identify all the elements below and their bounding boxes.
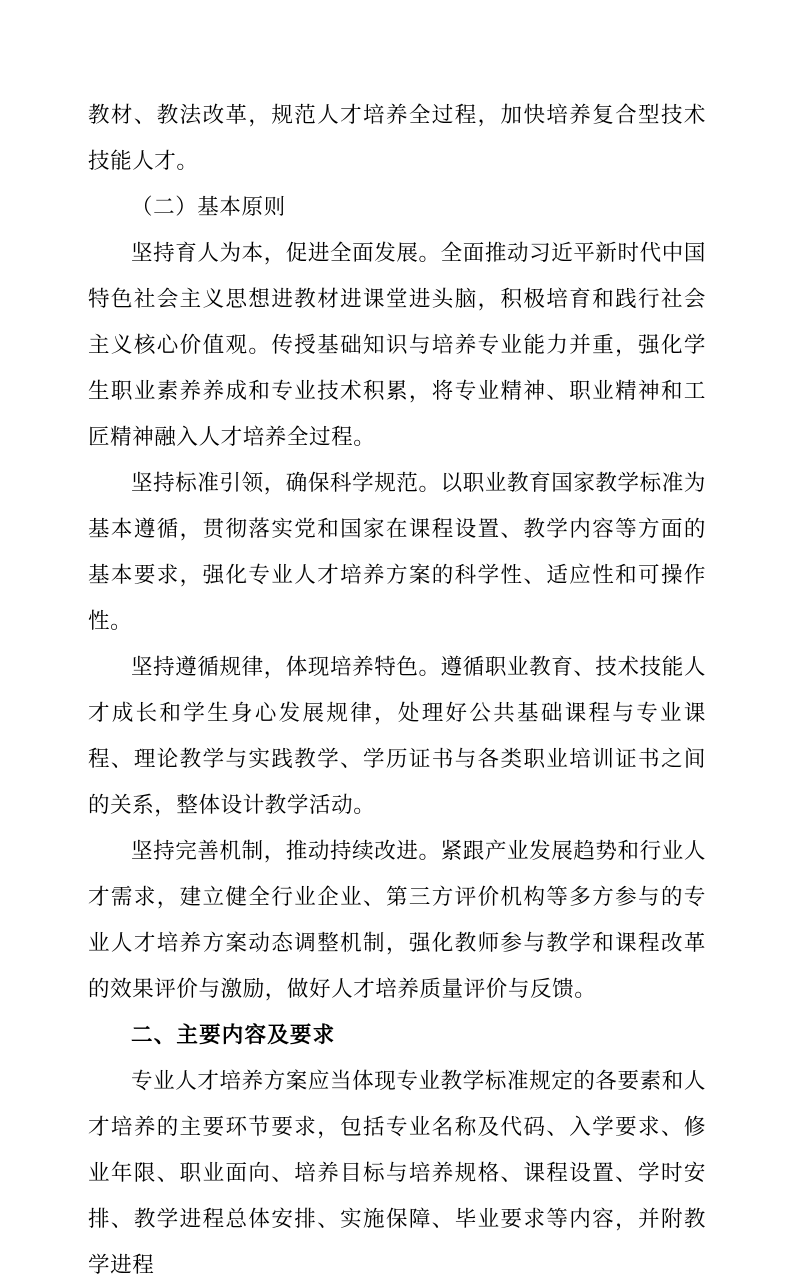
paragraph-principle-4: 坚持完善机制，推动持续改进。紧跟产业发展趋势和行业人才需求，建立健全行业企业、第三方评价机构等多方参与的专业人才培养方案动态调整机制，强化教师参与教学和课程改革的效果评价与激励，做好人才培养质量评价与反馈。: [88, 839, 706, 1001]
section-heading-main-content: 二、主要内容及要求: [131, 1023, 336, 1047]
document-body: [88, 92, 706, 1288]
paragraph-section-2-title: （二）基本原则: [131, 195, 286, 219]
paragraph-principle-1: 坚持育人为本，促进全面发展。全面推动习近平新时代中国特色社会主义思想进教材进课堂进头脑，积极培育和践行社会主义核心价值观。传授基础知识与培养专业能力并重，强化学生职业素养养成和专业技术积累，将专业精神、职业精神和工匠精神融入人才培养全过程。: [88, 241, 706, 449]
paragraph-principle-3: 坚持遵循规律，体现培养特色。遵循职业教育、技术技能人才成长和学生身心发展规律，处理好公共基础课程与专业课程、理论教学与实践教学、学历证书与各类职业培训证书之间的关系，整体设计教学活动。: [88, 655, 706, 817]
paragraph-principle-2: 坚持标准引领，确保科学规范。以职业教育国家教学标准为基本遵循，贯彻落实党和国家在课程设置、教学内容等方面的基本要求，强化专业人才培养方案的科学性、适应性和可操作性。: [88, 471, 706, 633]
paragraph-content-requirements: 专业人才培养方案应当体现专业教学标准规定的各要素和人才培养的主要环节要求，包括专业名称及代码、入学要求、修业年限、职业面向、培养目标与培养规格、课程设置、学时安排、教学进程总体安排、实施保障、毕业要求等内容，并附教学进程: [88, 1069, 706, 1277]
paragraph-continuation: 教材、教法改革，规范人才培养全过程，加快培养复合型技术技能人才。: [88, 103, 706, 173]
